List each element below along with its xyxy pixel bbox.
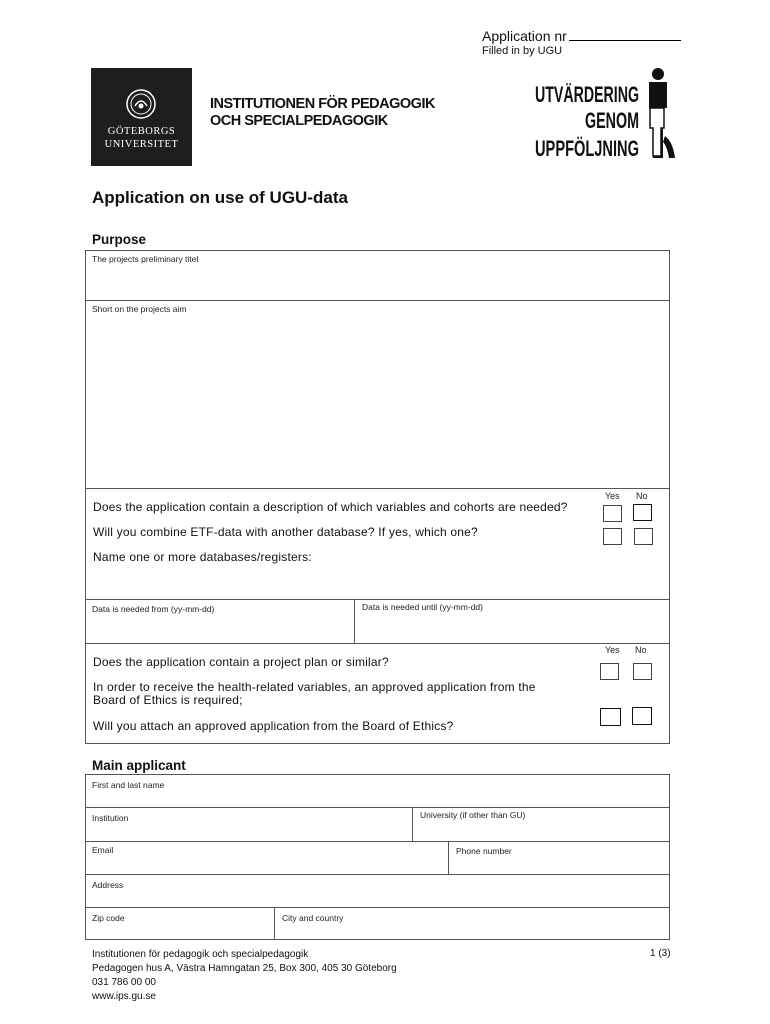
databases-field[interactable] [86,566,669,599]
ethics-info-line1: In order to receive the health-related variables, an approved application from the [93,680,536,694]
ethics-info-line2: Board of Ethics is required; [93,693,243,707]
question-attach-ethics: Will you attach an approved application from the Board of Ethics? [93,719,454,733]
attach-ethics-yes-checkbox[interactable] [600,708,621,726]
project-aim-label: Short on the projects aim [92,304,187,314]
institution-label: Institution [92,813,129,823]
divider [85,488,670,489]
ugu-logo-line3: UPPFÖLJNING [535,136,639,161]
institution-name-line2: OCH SPECIALPEDAGOGIK [210,113,388,129]
gu-logo [91,68,192,166]
institution-name-line1: INSTITUTIONEN FÖR PEDAGOGIK [210,96,435,112]
attach-ethics-no-checkbox[interactable] [632,707,652,725]
yes-label: Yes [605,491,620,501]
institution-name [210,96,435,130]
ethics-info-text [93,681,536,707]
project-plan-yes-checkbox[interactable] [600,663,619,680]
ugu-logo-line2: GENOM [585,108,639,133]
purpose-heading: Purpose [92,232,147,247]
description-yes-checkbox[interactable] [603,505,622,522]
footer-address: Pedagogen hus A, Västra Hamngatan 25, Box 300, 405 30 Göteborg [92,963,397,974]
footer-phone: 031 786 00 00 [92,977,156,988]
document-title: Application on use of UGU-data [92,188,348,207]
email-field[interactable] [86,842,448,874]
email-label: Email [92,845,114,855]
question-project-plan: Does the application contain a project plan or similar? [93,655,389,669]
ugu-logo-line1: UTVÄRDERING [535,82,639,107]
no-label: No [635,645,647,655]
gu-logo-line2: UNIVERSITET [104,139,179,150]
institution-field[interactable] [86,808,412,841]
university-label: University (if other than GU) [420,810,526,820]
question-description: Does the application contain a description of which variables and cohorts are needed? [93,500,568,514]
page-footer [92,948,397,1004]
project-aim-field[interactable] [86,301,669,488]
city-country-label: City and country [282,913,344,923]
address-label: Address [92,880,124,890]
university-seal-icon [125,88,157,120]
name-label: First and last name [92,780,165,790]
footer-institution: Institutionen för pedagogik och specialpedagogik [92,949,309,960]
question-combine-database: Will you combine ETF-data with another database? If yes, which one? [93,525,478,539]
phone-label: Phone number [456,846,512,856]
page-number: 1 (3) [650,948,671,959]
application-number-label: Application nr [482,28,567,44]
footer-website: www.ips.gu.se [92,991,156,1002]
filled-in-by-note: Filled in by UGU [482,45,563,57]
gu-logo-line1: GÖTEBORGS [107,126,176,137]
address-field[interactable] [86,875,669,907]
zip-code-label: Zip code [92,913,125,923]
main-applicant-heading: Main applicant [92,758,186,773]
project-plan-no-checkbox[interactable] [633,663,652,680]
family-figures-icon [649,68,675,158]
divider [85,643,670,644]
name-field[interactable] [86,775,669,807]
ugu-logo [535,66,677,160]
combine-yes-checkbox[interactable] [603,528,622,545]
combine-no-checkbox[interactable] [634,528,653,545]
question-databases: Name one or more databases/registers: [93,550,312,564]
preliminary-title-label: The projects preliminary titel [92,254,199,264]
description-no-checkbox[interactable] [633,504,652,521]
data-from-label: Data is needed from (yy-mm-dd) [92,604,215,614]
no-label: No [636,491,648,501]
application-number-field[interactable] [482,28,681,44]
data-until-label: Data is needed until (yy-mm-dd) [362,602,483,612]
application-number-line[interactable] [569,28,681,41]
yes-label: Yes [605,645,620,655]
